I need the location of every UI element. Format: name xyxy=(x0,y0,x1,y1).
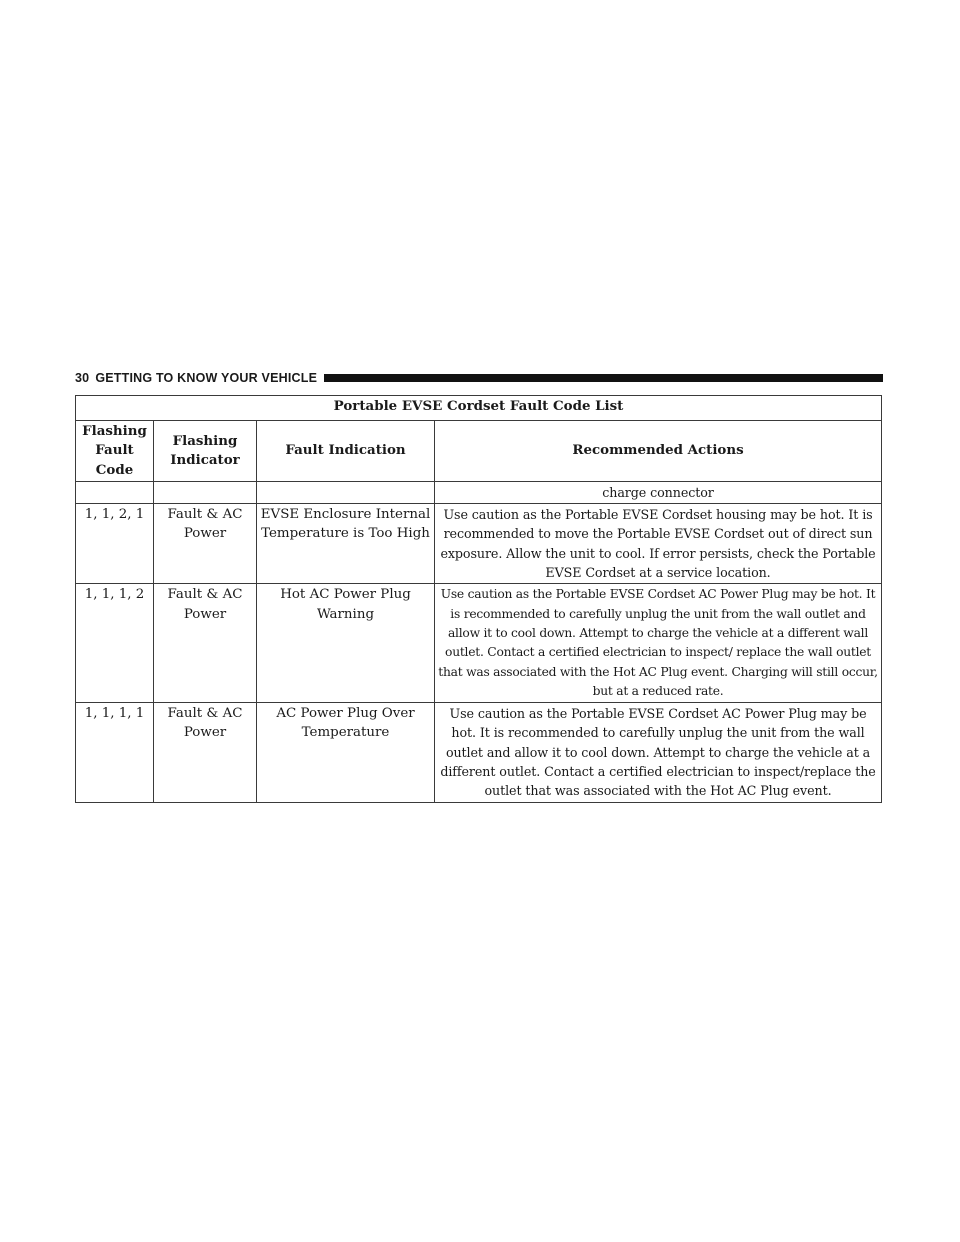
table-row xyxy=(76,481,882,503)
fault-code-cell xyxy=(76,481,154,503)
fault-code-cell: 1, 1, 2, 1 xyxy=(76,504,154,584)
table-caption: Portable EVSE Cordset Fault Code List xyxy=(76,396,882,421)
fault-code-cell: 1, 1, 1, 1 xyxy=(76,703,154,802)
table-header-row xyxy=(76,421,882,482)
table-row xyxy=(76,504,882,584)
actions-cell: Use caution as the Portable EVSE Cordset housing may be hot. It is recommended to move the Portable EVSE Cordset out of direct sun exposure. Allow the unit to cool. If error persists, check the Portable EVSE Cordset at a service location. xyxy=(435,504,882,584)
column-header-flashing-fault-code: Flashing Fault Code xyxy=(76,421,154,482)
table-caption-row xyxy=(76,396,882,421)
column-header-flashing-indicator: Flashing Indicator xyxy=(154,421,257,482)
indicator-cell: Fault & AC Power xyxy=(154,703,257,802)
column-header-fault-indication: Fault Indication xyxy=(257,421,435,482)
indicator-cell: Fault & AC Power xyxy=(154,584,257,703)
indication-cell xyxy=(257,481,435,503)
actions-cell: Use caution as the Portable EVSE Cordset AC Power Plug may be hot. It is recommended to carefully unplug the unit from the wall outlet and allow it to cool down. Attempt to charge the vehicle at a different wall outlet. Contact a certified electrician to inspect/ replace the wall outlet that was associated with the Hot AC Plug event. Charging will still occur, but at a reduced rate. xyxy=(435,584,882,703)
indication-cell: EVSE Enclosure Internal Temperature is Too High xyxy=(257,504,435,584)
indication-cell: Hot AC Power Plug Warning xyxy=(257,584,435,703)
actions-cell: charge connector xyxy=(435,481,882,503)
table-row xyxy=(76,703,882,802)
page-number: 30 xyxy=(75,371,90,385)
actions-cell: Use caution as the Portable EVSE Cordset AC Power Plug may be hot. It is recommended to carefully unplug the unit from the wall outlet and allow it to cool down. Attempt to charge the vehicle at a different outlet. Contact a certified electrician to inspect/replace the outlet that was associated with the Hot AC Plug event. xyxy=(435,703,882,802)
indicator-cell xyxy=(154,481,257,503)
section-title: GETTING TO KNOW YOUR VEHICLE xyxy=(95,371,318,385)
page-header xyxy=(75,370,883,386)
fault-code-cell: 1, 1, 1, 2 xyxy=(76,584,154,703)
column-header-recommended-actions: Recommended Actions xyxy=(435,421,882,482)
header-rule xyxy=(324,374,883,382)
indicator-cell: Fault & AC Power xyxy=(154,504,257,584)
fault-code-table xyxy=(75,395,882,803)
indication-cell: AC Power Plug Over Temperature xyxy=(257,703,435,802)
table-row xyxy=(76,584,882,703)
